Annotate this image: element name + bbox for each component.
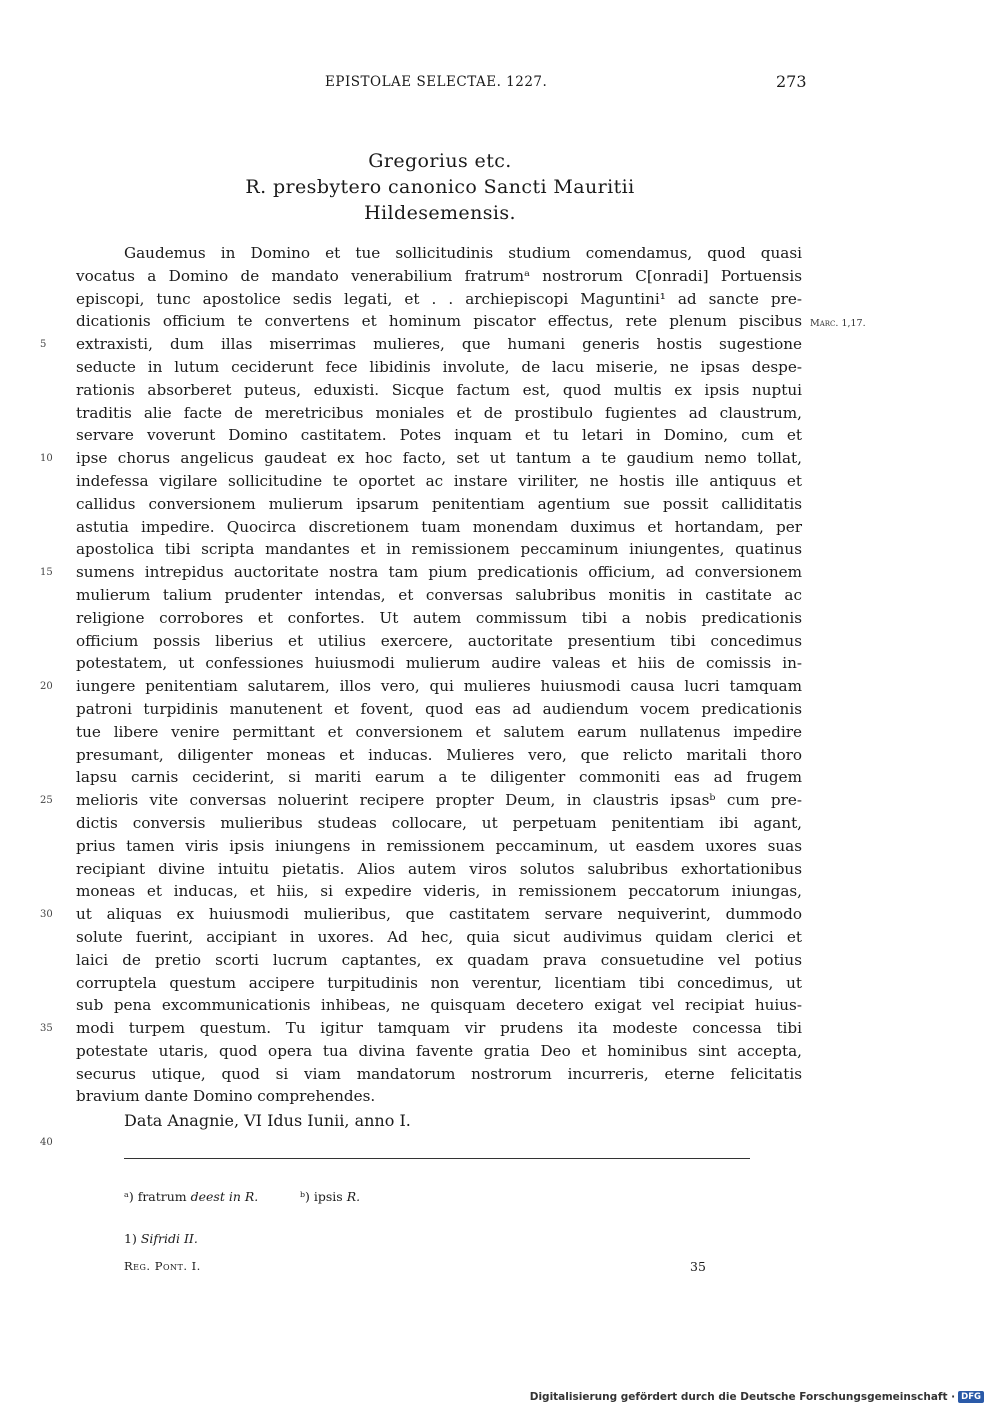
text-line: dictis conversis mulieribus studeas collocare, ut perpetuam penitentiam ibi agant, xyxy=(76,813,802,832)
signature-number: 35 xyxy=(690,1259,706,1274)
text-line: religione corrobores et confortes. Ut autem commissum tibi a nobis predicationis xyxy=(76,608,802,627)
text-line: astutia impedire. Quocirca discretionem tuam monendam duximus et hortandam, per xyxy=(76,517,802,536)
heading-recipient: R. presbytero canonico Sancti Mauritii xyxy=(245,176,635,198)
margin-reference: Marc. 1,17. xyxy=(810,318,866,329)
text-line: potestatem, ut confessiones huiusmodi mulierum audire valeas et hiis de comissis in- xyxy=(76,654,802,673)
line-number: 15 xyxy=(40,567,53,579)
text-line: ut aliquas ex huiusmodi mulieribus, que castitatem servare nequiverint, dummodo xyxy=(76,905,802,924)
line-number: 5 xyxy=(40,339,47,351)
text-line: bravium dante Domino comprehendes. xyxy=(76,1087,376,1106)
text-line: solute fuerint, accipiant in uxores. Ad hec, quia sicut audivimus quidam clerici et xyxy=(76,927,802,946)
text-line: sumens intrepidus auctoritate nostra tam pium predicationis officium, ad conversionem xyxy=(76,563,802,582)
text-line: indefessa vigilare sollicitudine te oportet ac instare viriliter, ne hostis ille antiquus et xyxy=(76,471,802,490)
text-line: mulierum talium prudenter intendas, et conversas salubribus monitis in castitate ac xyxy=(76,585,802,604)
footnote-a-text: fratrum xyxy=(137,1189,187,1204)
text-line: vocatus a Domino de mandato venerabilium fratrumᵃ nostrorum C[onradi] Portuensis xyxy=(76,266,802,285)
text-line: dicationis officium te convertens et hominum piscator effectus, rete plenum piscibus xyxy=(76,312,802,331)
text-line: episcopi, tunc apostolice sedis legati, et . . archiepiscopi Maguntini¹ ad sancte pre- xyxy=(76,289,802,308)
text-line: moneas et inducas, et hiis, si expedire videris, in remissionem peccatorum iniungas, xyxy=(76,882,802,901)
text-line: corruptela questum accipere turpitudinis non verentur, licentiam tibi concedimus, ut xyxy=(76,973,802,992)
text-line: lapsu carnis ceciderint, si mariti earum a te diligenter commoniti eas ad frugem xyxy=(76,768,802,787)
text-line: securus utique, quod si viam mandatorum nostrorum incurreris, eterne felicitatis xyxy=(76,1064,802,1083)
line-number: 20 xyxy=(40,681,53,693)
letter-heading xyxy=(0,148,1000,226)
running-header xyxy=(0,74,1000,100)
text-line: melioris vite conversas noluerint recipere propter Deum, in claustris ipsasᵇ cum pre- xyxy=(76,791,802,810)
footnote-a-marker: ᵃ) xyxy=(124,1189,134,1204)
footnote-1-note: Sifridi II. xyxy=(140,1231,198,1246)
line-number: 25 xyxy=(40,795,53,807)
text-line: presumant, diligenter moneas et inducas. Mulieres vero, que relicto maritali thoro xyxy=(76,745,802,764)
line-number: 35 xyxy=(40,1023,53,1035)
text-line: ipse chorus angelicus gaudeat ex hoc facto, set ut tantum a te gaudium nemo tollat, xyxy=(76,449,802,468)
line-number: 30 xyxy=(40,909,53,921)
text-line: servare voverunt Domino castitatem. Potes inquam et tu letari in Domino, cum et xyxy=(76,426,802,445)
footnote-a-note: deest in R. xyxy=(190,1189,259,1204)
text-line: sub pena excommunicationis inhibeas, ne quisquam decetero exigat vel recipiat huius- xyxy=(76,996,802,1015)
heading-sender: Gregorius etc. xyxy=(368,150,512,172)
heading-place: Hildesemensis. xyxy=(364,202,516,224)
text-line: apostolica tibi scripta mandantes et in remissionem peccaminum iniungentes, quatinus xyxy=(76,540,802,559)
footnote-b-note: R. xyxy=(346,1189,361,1204)
footnote-b-text: ipsis xyxy=(313,1189,343,1204)
text-line: traditis alie facte de meretricibus moniales et de prostibulo fugientes ad claustrum, xyxy=(76,403,802,422)
text-line: Gaudemus in Domino et tue sollicitudinis studium comendamus, quod quasi xyxy=(124,244,802,262)
text-line: modi turpem questum. Tu igitur tamquam vir prudens ita modeste concessa tibi xyxy=(76,1019,802,1038)
running-title: EPISTOLAE SELECTAE. 1227. xyxy=(325,74,548,90)
footnote-1-marker: 1) xyxy=(124,1231,137,1246)
text-line: prius tamen viris ipsis iniungens in remissionem peccaminum, ut easdem uxores suas xyxy=(76,836,802,855)
text-line: callidus conversionem mulierum ipsarum penitentiam agentium sue possit calliditatis xyxy=(76,494,802,513)
text-line: recipiant divine intuitu pietatis. Alios autem viros solutos salubribus exhortationibus xyxy=(76,859,802,878)
signature-mark: Reg. Pont. I. xyxy=(124,1259,201,1273)
page-number: 273 xyxy=(776,72,807,91)
text-line: potestate utaris, quod opera tua divina favente gratia Deo et hominibus sint accepta, xyxy=(76,1041,802,1060)
footnote-1 xyxy=(124,1231,198,1246)
footnote-b xyxy=(300,1189,360,1204)
text-line: extraxisti, dum illas miserrimas mulieres, que humani generis hostis sugestione xyxy=(76,335,802,354)
text-line: tue libere venire permittant et conversionem et salutem earum nullatenus impedire xyxy=(76,722,802,741)
line-number: 10 xyxy=(40,453,53,465)
text-line: seducte in lutum ceciderunt fece libidinis involute, de lacu miserie, ne ipsas despe- xyxy=(76,357,802,376)
dfg-logo: DFG xyxy=(958,1391,984,1403)
line-number: 40 xyxy=(40,1137,53,1149)
footnote-a xyxy=(124,1189,258,1204)
text-line: laici de pretio scorti lucrum captantes, ex quadam prava consuetudine vel potius xyxy=(76,950,802,969)
credit-text: Digitalisierung gefördert durch die Deutsche Forschungsgemeinschaft · xyxy=(529,1391,956,1403)
letter-body xyxy=(76,242,802,1108)
text-line: officium possis liberius et utilius exercere, auctoritate presentium tibi concedimus xyxy=(76,631,802,650)
date-line: Data Anagnie, VI Idus Iunii, anno I. xyxy=(124,1111,411,1130)
text-line: iungere penitentiam salutarem, illos vero, qui mulieres huiusmodi causa lucri tamquam xyxy=(76,677,802,696)
text-line: rationis absorberet puteus, eduxisti. Sicque factum est, quod multis ex ipsis nuptui xyxy=(76,380,802,399)
digitization-credit xyxy=(530,1391,984,1403)
footnote-b-marker: ᵇ) xyxy=(300,1189,310,1204)
footnote-divider xyxy=(124,1158,750,1159)
text-line: patroni turpidinis manutenent et fovent, quod eas ad audiendum vocem predicationis xyxy=(76,699,802,718)
